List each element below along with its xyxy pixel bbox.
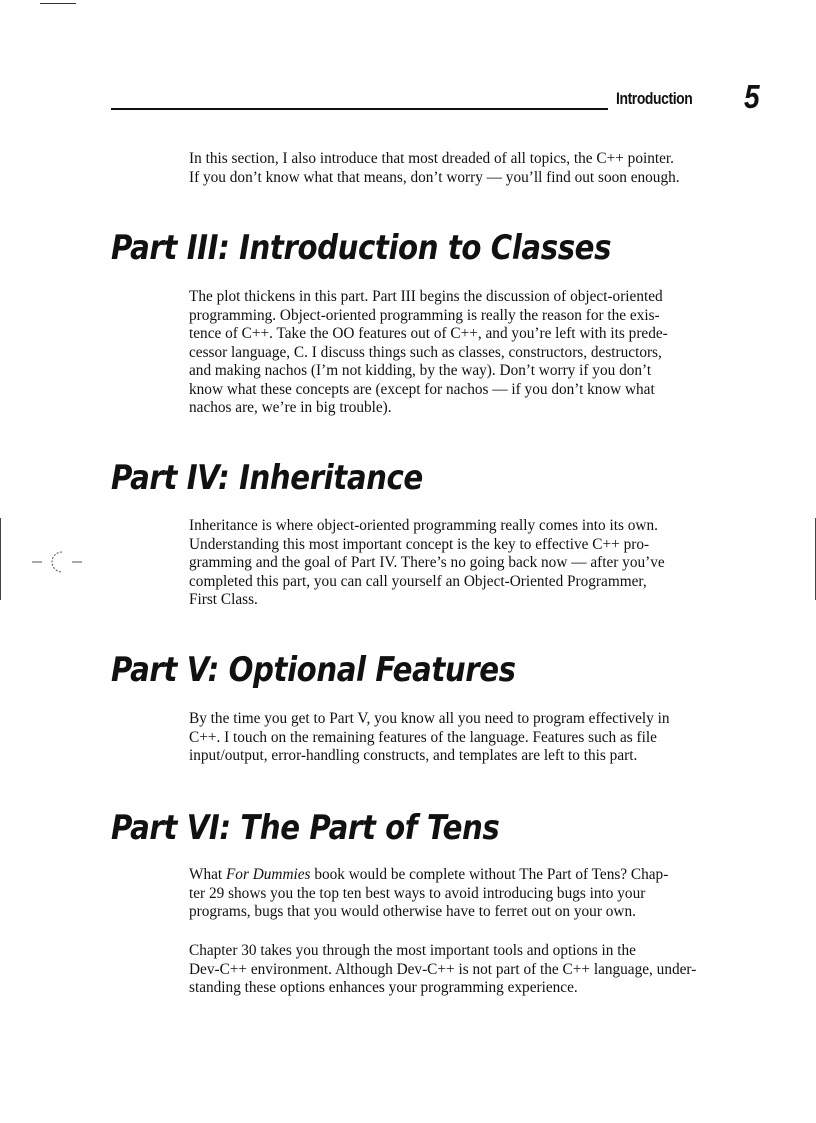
- text-line: standing these options enhances your programming experience.: [189, 979, 578, 996]
- part-iv-heading: Part IV: Inheritance: [111, 458, 423, 498]
- text-line: completed this part, you can call yourself an Object-Oriented Programmer,: [189, 572, 647, 590]
- part-v-heading: Part V: Optional Features: [111, 650, 516, 690]
- text-line: ter 29 shows you the top ten best ways to avoid introducing bugs into your: [189, 884, 646, 902]
- running-header-title: Introduction: [616, 89, 693, 108]
- text-line: and making nachos (I’m not kidding, by the way). Don’t worry if you don’t: [189, 362, 652, 379]
- crop-mark-top: [40, 3, 76, 4]
- header-rule: [111, 108, 608, 110]
- part-vi-heading: Part VI: The Part of Tens: [111, 808, 500, 848]
- part-v-paragraph: [189, 710, 729, 766]
- text-line: cessor language, C. I discuss things such as classes, constructors, destructors,: [189, 343, 662, 361]
- text-line: If you don’t know what that means, don’t worry — you’ll find out soon enough.: [189, 168, 680, 186]
- crop-mark-left: [0, 518, 1, 600]
- book-title-italic: For Dummies: [225, 866, 311, 883]
- part-iii-heading: Part III: Introduction to Classes: [111, 228, 612, 268]
- part-vi-paragraph-1: [189, 866, 729, 922]
- text-line: Inheritance is where object-oriented programming really comes into its own.: [189, 517, 658, 534]
- text-line: tence of C++. Take the OO features out of C++, and you’re left with its prede-: [189, 325, 668, 342]
- text-line: C++. I touch on the remaining features of the language. Features such as file: [189, 728, 657, 746]
- text-line: programming. Object-oriented programming is really the reason for the exis-: [189, 306, 660, 324]
- text-line: Understanding this most important concept is the key to effective C++ pro-: [189, 535, 650, 553]
- text-line: programs, bugs that you would otherwise have to ferret out on your own.: [189, 903, 636, 920]
- registration-mark-icon: [28, 547, 88, 577]
- text-run: What: [189, 866, 226, 883]
- intro-paragraph: [189, 150, 729, 187]
- text-line: Chapter 30 takes you through the most important tools and options in the: [189, 942, 636, 959]
- text-line: know what these concepts are (except for nachos — if you don’t know what: [189, 380, 655, 398]
- text-line: [189, 866, 729, 885]
- text-line: First Class.: [189, 591, 258, 608]
- part-vi-paragraph-2: [189, 942, 729, 998]
- text-line: Dev-C++ environment. Although Dev-C++ is not part of the C++ language, under-: [189, 960, 697, 978]
- page-number: 5: [744, 78, 760, 115]
- part-iii-paragraph: [189, 288, 729, 418]
- text-line: nachos are, we’re in big trouble).: [189, 399, 392, 416]
- text-line: The plot thickens in this part. Part III begins the discussion of object-oriented: [189, 288, 663, 305]
- text-run: book would be complete without The Part of Tens? Chap-: [310, 866, 669, 883]
- text-line: In this section, I also introduce that most dreaded of all topics, the C++ pointer.: [189, 150, 674, 167]
- text-line: input/output, error-handling constructs, and templates are left to this part.: [189, 747, 638, 764]
- text-line: By the time you get to Part V, you know all you need to program effectively in: [189, 710, 670, 727]
- text-line: gramming and the goal of Part IV. There’s no going back now — after you’ve: [189, 554, 665, 571]
- part-iv-paragraph: [189, 517, 729, 610]
